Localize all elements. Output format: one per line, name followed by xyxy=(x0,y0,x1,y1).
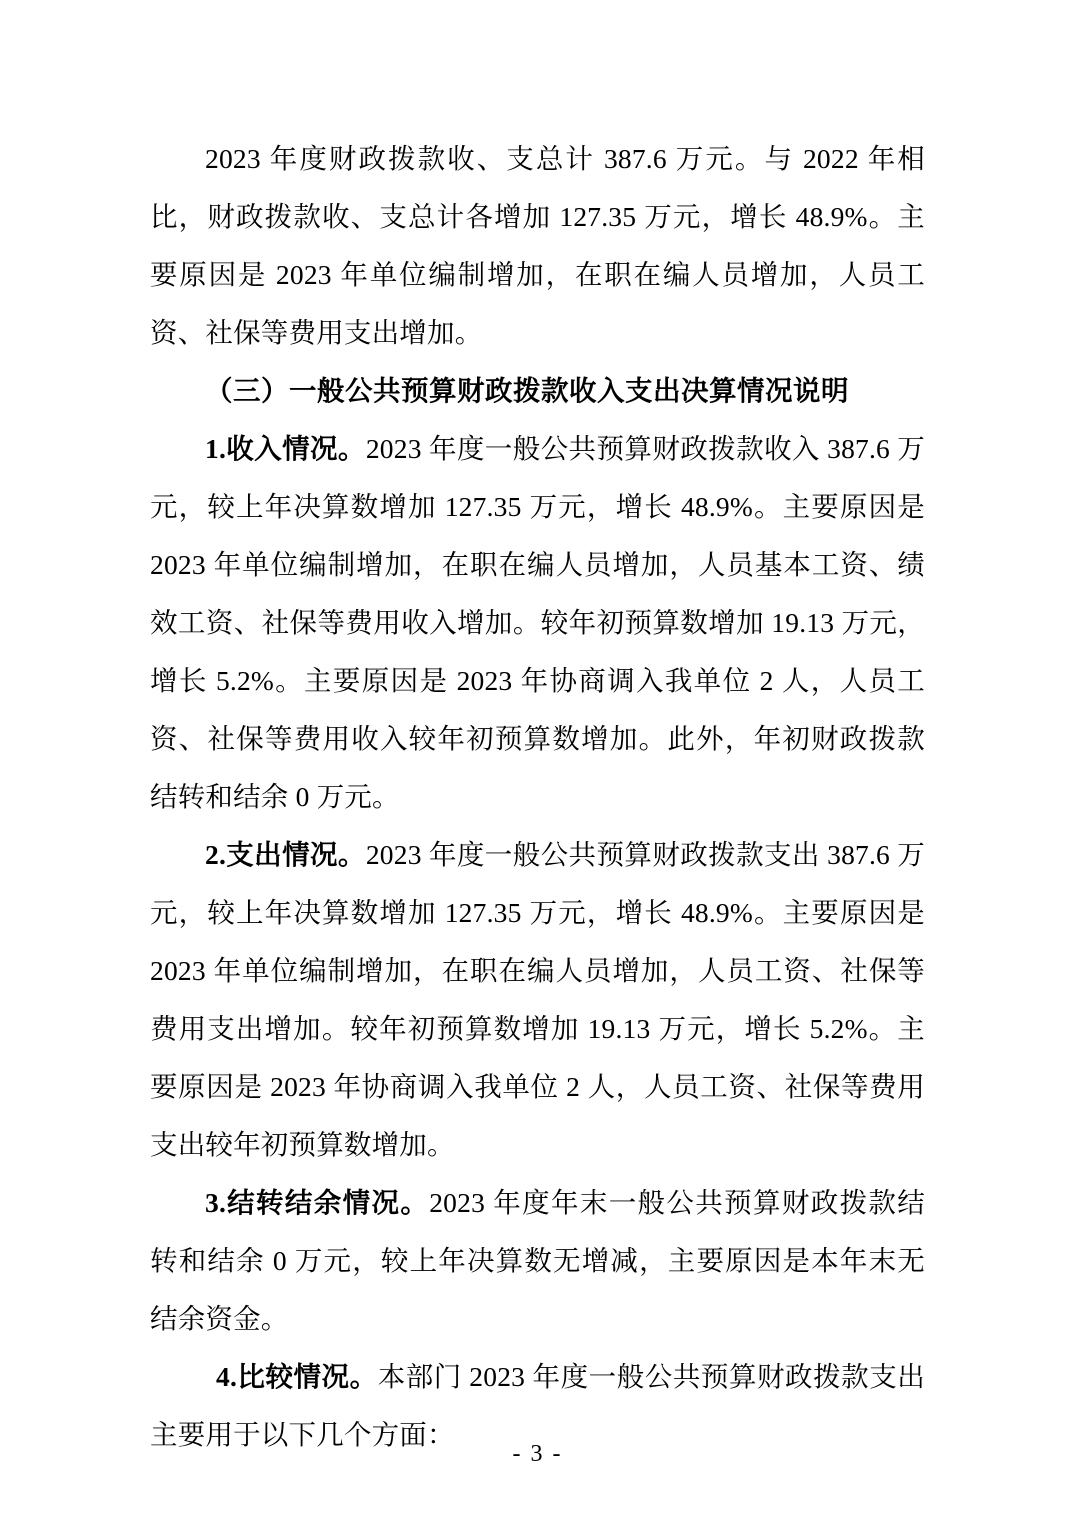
paragraph-carryover-lead: 3.结转结余情况。 xyxy=(205,1187,430,1218)
document-body xyxy=(150,130,925,1464)
paragraph-expenditure-situation xyxy=(150,826,925,1174)
page-number: - 3 - xyxy=(512,1441,563,1467)
paragraph-expenditure-lead: 2.支出情况。 xyxy=(205,839,366,870)
paragraph-carryover-balance xyxy=(150,1174,925,1348)
section-heading-general-public-budget: （三）一般公共预算财政拨款收入支出决算情况说明 xyxy=(205,375,849,406)
paragraph-income-lead: 1.收入情况。 xyxy=(205,433,366,464)
paragraph-expenditure-text: 2023 年度一般公共预算财政拨款支出 387.6 万元，较上年决算数增加 127.35 万元，增长 48.9%。主要原因是 2023 年单位编制增加，在职在编人员增加，人员工资、社保等费用支出增加。较年初预算数增加 19.13 万元，增长 5.2%。主要原因是 2023 年协商调入我单位 2 人，人员工资、社保等费用支出较年初预算数增加。 xyxy=(150,839,925,1160)
paragraph-comparison-lead: 4.比较情况。 xyxy=(216,1361,378,1392)
paragraph-income-situation xyxy=(150,420,925,826)
paragraph-income-text: 2023 年度一般公共预算财政拨款收入 387.6 万元，较上年决算数增加 127.35 万元，增长 48.9%。主要原因是 2023 年单位编制增加，在职在编人员增加，人员基本工资、绩效工资、社保等费用收入增加。较年初预算数增加 19.13 万元，增长 5.2%。主要原因是 2023 年协商调入我单位 2 人，人员工资、社保等费用收入较年初预算数增加。此外，年初财政拨款结转和结余 0 万元。 xyxy=(150,433,925,812)
paragraph-comparison-text: 本部门 2023 年度一般公共预算财政拨款支出主要用于以下几个方面： xyxy=(150,1361,925,1450)
paragraph-carryover-text: 2023 年度年末一般公共预算财政拨款结转和结余 0 万元，较上年决算数无增减，主要原因是本年末无结余资金。 xyxy=(150,1187,925,1334)
paragraph-financial-total: 2023 年度财政拨款收、支总计 387.6 万元。与 2022 年相比，财政拨款收、支总计各增加 127.35 万元，增长 48.9%。主要原因是 2023 年单位编制增加，在职在编人员增加，人员工资、社保等费用支出增加。 xyxy=(150,143,925,348)
